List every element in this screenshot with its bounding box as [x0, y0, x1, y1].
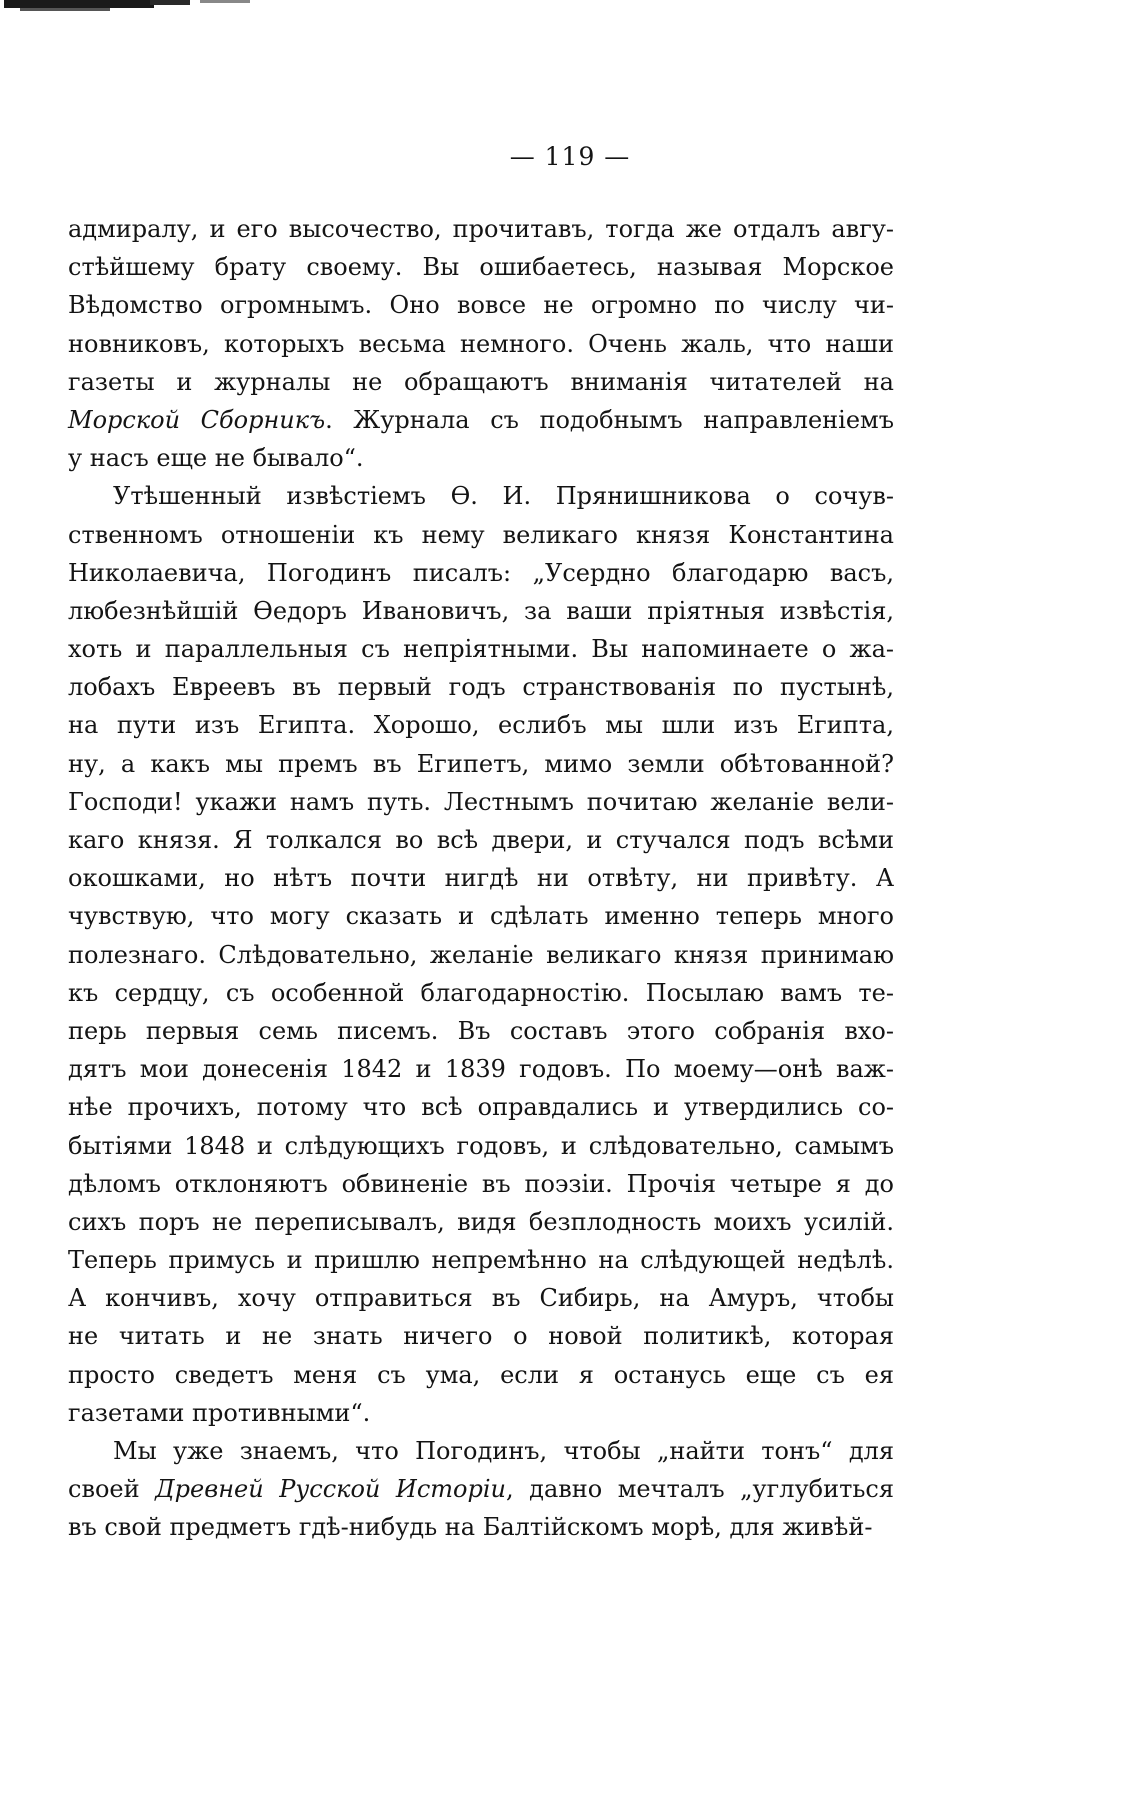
text-line: [68, 936, 894, 974]
text-segment: чувствую, что могу сказать и сдѣлать именно теперь много: [68, 902, 894, 931]
text-line: [68, 821, 894, 859]
paragraph: [68, 477, 894, 1432]
text-line: [68, 1317, 894, 1355]
text-segment: Господи! укажи намъ путь. Лестнымъ почитаю желаніе вели-: [68, 787, 894, 816]
text-segment: бытіями 1848 и слѣдующихъ годовъ, и слѣдовательно, самымъ: [68, 1131, 894, 1160]
text-segment: не читать и не знать ничего о новой политикѣ, которая: [68, 1322, 894, 1351]
paragraph: [68, 210, 894, 477]
text-segment: . Журнала съ подобнымъ направленіемъ: [325, 405, 894, 434]
text-line: [68, 286, 894, 324]
text-segment: на пути изъ Египта. Хорошо, еслибъ мы шли изъ Египта,: [68, 711, 894, 740]
text-segment: ственномъ отношеніи къ нему великаго князя Константина: [68, 520, 894, 549]
text-segment: ну, а какъ мы премъ въ Египетъ, мимо земли обѣтованной?: [68, 749, 894, 778]
text-segment: Утѣшенный извѣстіемъ Ѳ. И. Прянишникова о сочув-: [113, 482, 894, 511]
text-segment: въ свой предметъ гдѣ-нибудь на Балтійскомъ морѣ, для живѣй-: [68, 1513, 873, 1542]
text-line: [68, 554, 894, 592]
italic-title: Древней Русской Исторіи: [155, 1475, 506, 1504]
text-segment: дѣломъ отклоняютъ обвиненіе въ поэзіи. Прочія четыре я до: [68, 1169, 894, 1198]
text-line: [68, 1203, 894, 1241]
page-number: — 119 —: [509, 142, 631, 171]
text-segment: любезнѣйшій Ѳедоръ Ивановичъ, за ваши пріятныя извѣстія,: [68, 596, 894, 625]
text-segment: новниковъ, которыхъ весьма немного. Очень жаль, что наши: [68, 329, 894, 358]
text-line: [68, 1050, 894, 1088]
text-segment: лобахъ Евреевъ въ первый годъ странствованія по пустынѣ,: [68, 673, 894, 702]
scan-edge-smudge: [0, 0, 300, 14]
text-segment: сихъ поръ не переписывалъ, видя безплодность моихъ усилій.: [68, 1207, 894, 1236]
text-line: [68, 974, 894, 1012]
text-line: [68, 706, 894, 744]
text-line: [68, 1470, 894, 1508]
text-segment: А кончивъ, хочу отправиться въ Сибирь, на Амуръ, чтобы: [68, 1284, 894, 1313]
text-line: [68, 668, 894, 706]
text-line: [68, 1394, 894, 1432]
text-line: [68, 439, 894, 477]
text-segment: просто сведетъ меня съ ума, если я останусь еще съ ея: [68, 1360, 894, 1389]
text-line: [68, 325, 894, 363]
text-segment: своей: [68, 1475, 156, 1504]
text-line: [68, 248, 894, 286]
body-text: [68, 210, 894, 1547]
text-segment: окошками, но нѣтъ почти нигдѣ ни отвѣту, ни привѣту. А: [68, 864, 894, 893]
text-line: [68, 592, 894, 630]
text-line: [68, 363, 894, 401]
text-line: [68, 210, 894, 248]
text-segment: нѣе прочихъ, потому что всѣ оправдались и утвердились со-: [68, 1093, 894, 1122]
text-line: [68, 1088, 894, 1126]
text-line: [68, 745, 894, 783]
text-segment: перь первыя семь писемъ. Въ составъ этого собранія вхо-: [68, 1016, 894, 1045]
text-segment: полезнаго. Слѣдовательно, желаніе великаго князя принимаю: [68, 940, 894, 969]
text-segment: , давно мечталъ „углубиться: [506, 1475, 894, 1504]
text-segment: стѣйшему брату своему. Вы ошибаетесь, называя Морское: [68, 253, 894, 282]
text-segment: дятъ мои донесенія 1842 и 1839 годовъ. По моему—онѣ важ-: [68, 1055, 894, 1084]
paragraph: [68, 1432, 894, 1547]
text-line: [68, 1241, 894, 1279]
text-line: [68, 401, 894, 439]
text-segment: газетами противными“.: [68, 1398, 371, 1427]
text-segment: Вѣдомство огромнымъ. Оно вовсе не огромно по числу чи-: [68, 291, 894, 320]
text-segment: Николаевича, Погодинъ писалъ: „Усердно благодарю васъ,: [68, 558, 894, 587]
text-line: [68, 1279, 894, 1317]
text-line: [68, 897, 894, 935]
text-segment: къ сердцу, съ особенной благодарностію. Посылаю вамъ те-: [68, 978, 894, 1007]
text-segment: каго князя. Я толкался во всѣ двери, и стучался подъ всѣми: [68, 826, 894, 854]
text-line: [68, 630, 894, 668]
text-segment: газеты и журналы не обращаютъ вниманія читателей на: [68, 367, 894, 396]
text-line: [68, 1165, 894, 1203]
italic-title: Морской Сборникъ: [68, 405, 326, 434]
text-segment: адмиралу, и его высочество, прочитавъ, тогда же отдалъ авгу-: [68, 215, 894, 243]
text-segment: у насъ еще не бывало“.: [68, 444, 364, 473]
text-segment: Теперь примусь и пришлю непремѣнно на слѣдующей недѣлѣ.: [68, 1246, 894, 1275]
text-line: [68, 1432, 894, 1470]
text-segment: Мы уже знаемъ, что Погодинъ, чтобы „найти тонъ“ для: [113, 1437, 894, 1465]
text-line: [68, 783, 894, 821]
text-line: [68, 1012, 894, 1050]
text-line: [68, 1356, 894, 1394]
text-line: [68, 1127, 894, 1165]
text-segment: хоть и параллельныя съ непріятными. Вы напоминаете о жа-: [68, 635, 894, 664]
text-line: [68, 516, 894, 554]
text-line: [68, 1508, 894, 1546]
text-line: [68, 477, 894, 515]
text-line: [68, 859, 894, 897]
